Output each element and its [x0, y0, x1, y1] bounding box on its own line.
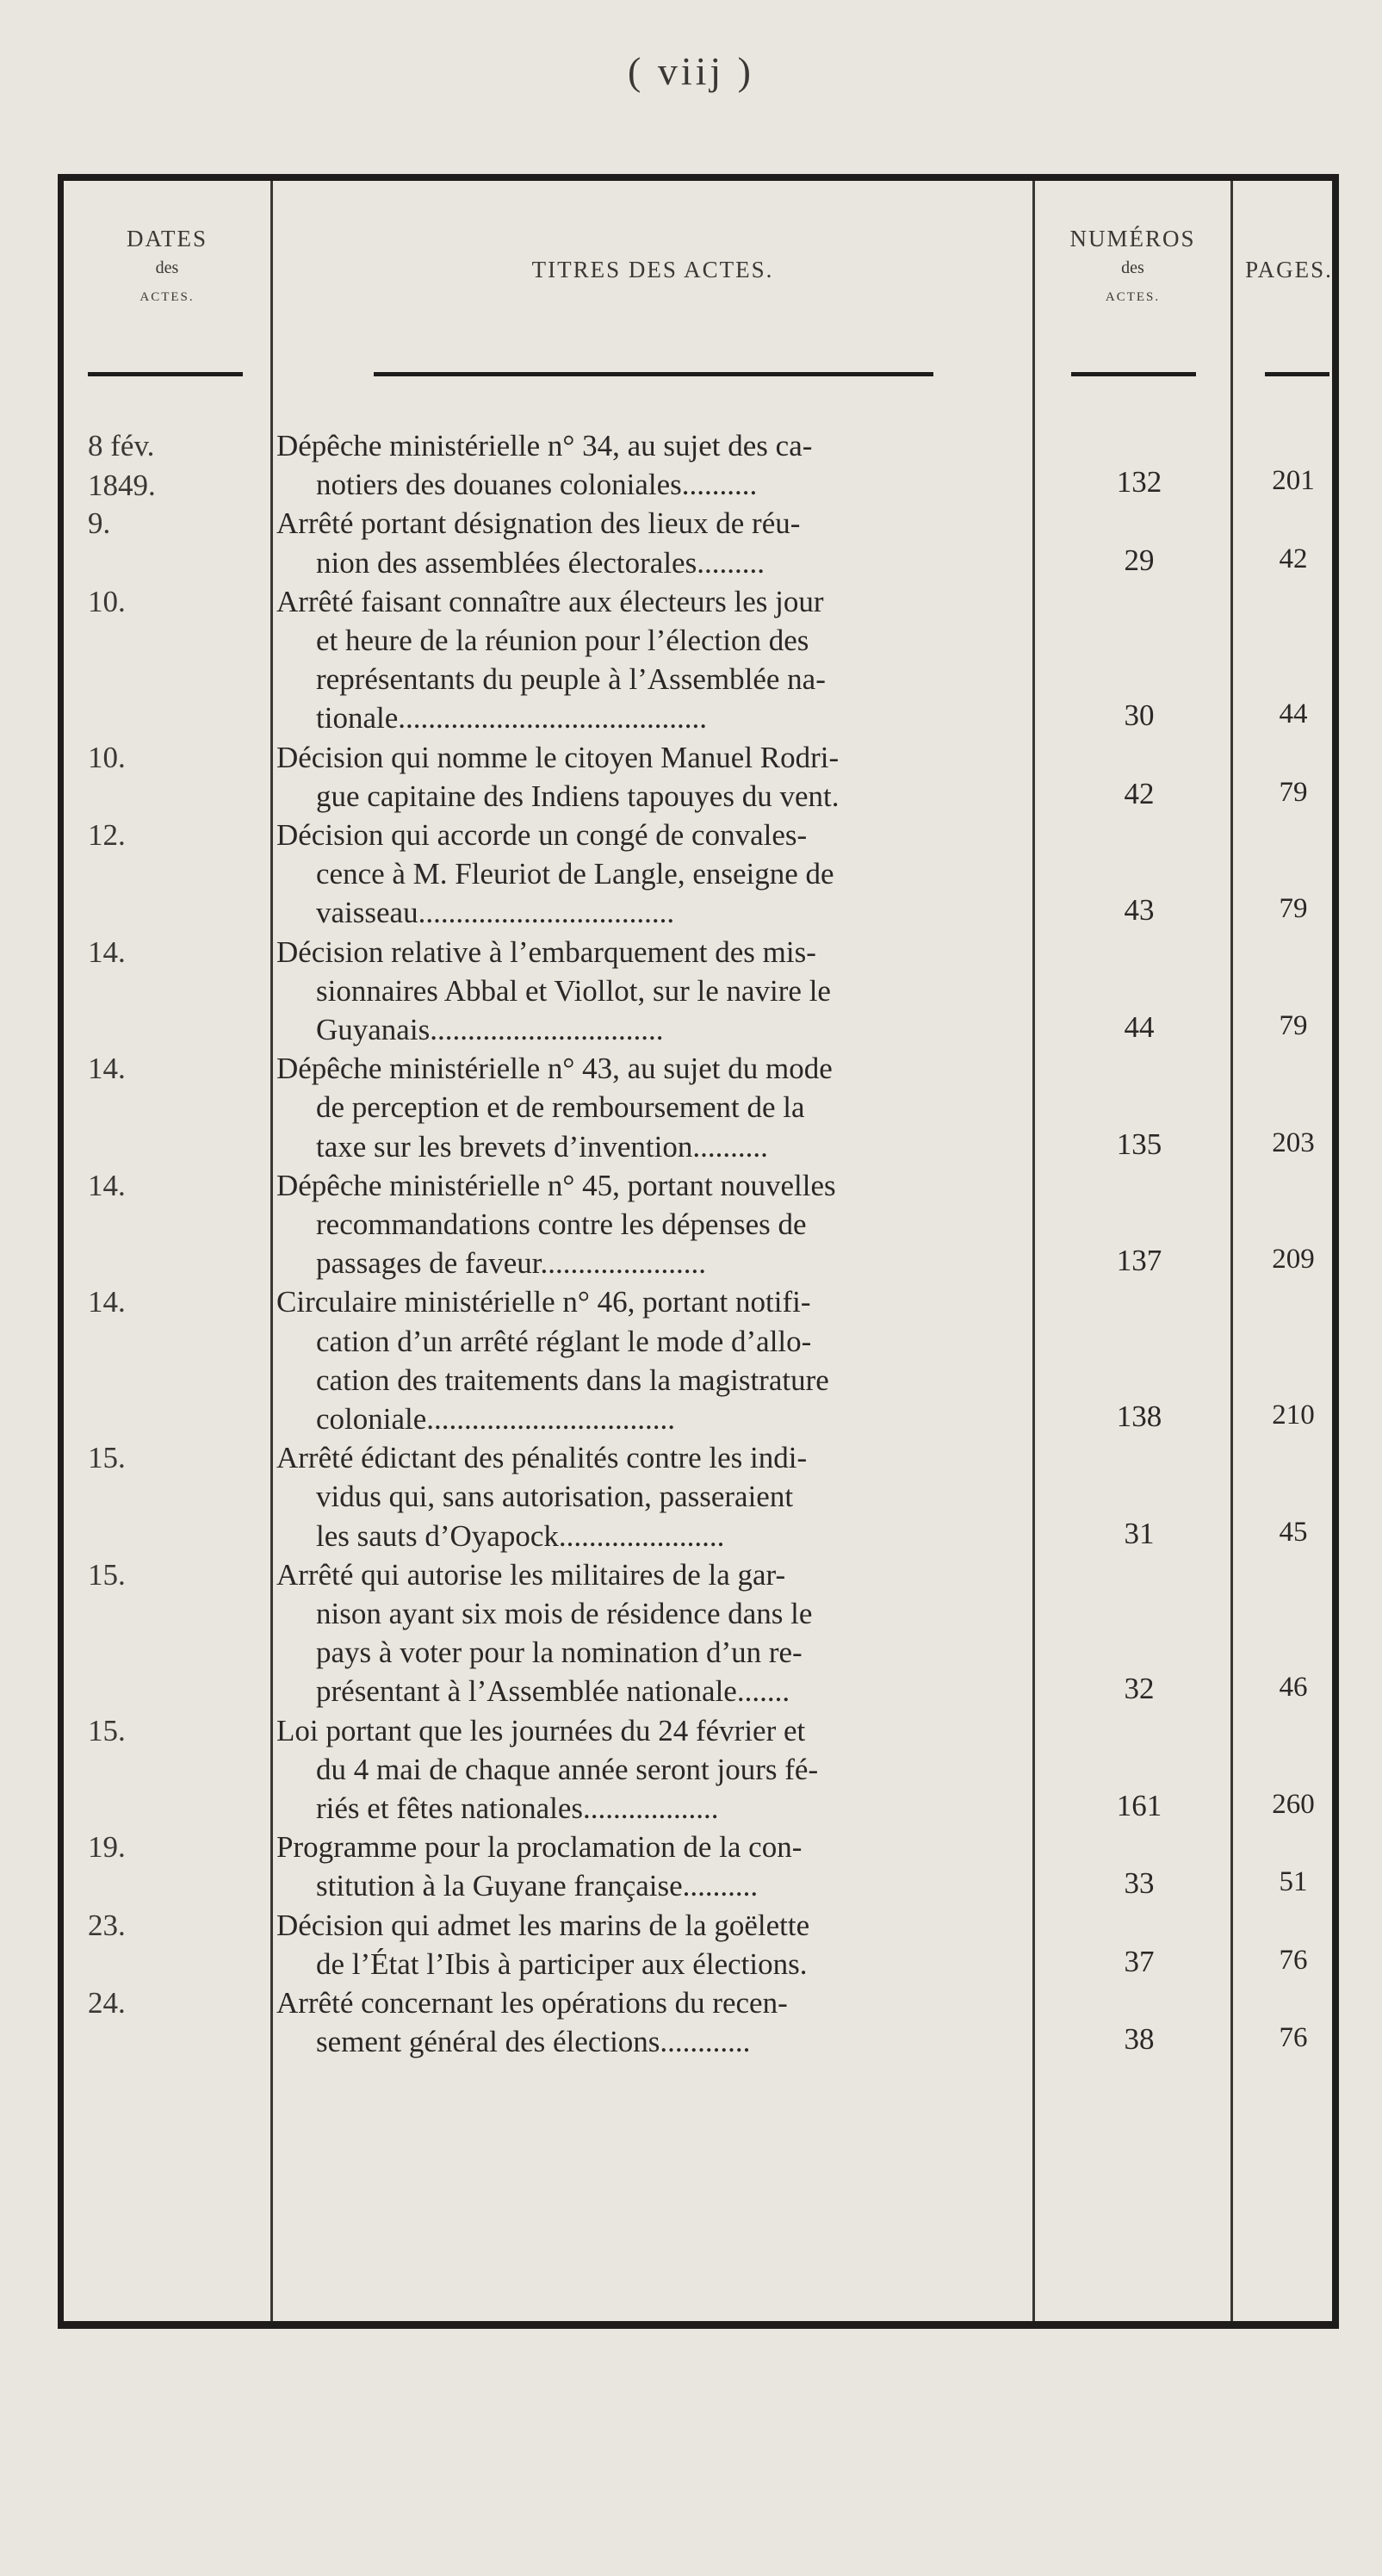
header-dates-line1: DATES: [126, 226, 208, 251]
row-date-text: 14.: [88, 1168, 126, 1202]
row-date: [88, 1282, 286, 1322]
row-title-line: cation d’un arrêté réglant le mode d’allo-: [316, 1324, 812, 1358]
row-title: [276, 426, 1026, 504]
row-act-number: 132: [1116, 465, 1162, 500]
rule-numbers: [1071, 372, 1196, 376]
row-title-line: Décision qui accorde un congé de convales-: [276, 818, 808, 852]
row-date-text: 14.: [88, 1285, 126, 1319]
table-row: [64, 738, 1332, 816]
row-date-text: 8 fév.: [88, 429, 155, 462]
row-title-line: Arrêté qui autorise les militaires de la gar-: [276, 1557, 786, 1592]
row-title-line: Programme pour la proclamation de la con-: [276, 1830, 803, 1865]
row-title-line: sionnaires Abbal et Viollot, sur le navire le: [316, 973, 831, 1008]
row-act-number: 38: [1124, 2022, 1155, 2057]
row-title-line: cence à M. Fleuriot de Langle, enseigne de: [316, 857, 834, 891]
table-row: [64, 1166, 1332, 1283]
row-title: [276, 1049, 1026, 1166]
table-of-acts: [58, 174, 1339, 2329]
row-act-number: 137: [1116, 1244, 1162, 1278]
row-title: [276, 1555, 1026, 1711]
row-title: [276, 1828, 1026, 1905]
row-title-line: Loi portant que les journées du 24 février et: [276, 1713, 806, 1747]
row-act-number: 44: [1124, 1009, 1155, 1044]
row-page-number: 45: [1279, 1516, 1308, 1548]
row-title: [276, 1282, 1026, 1438]
row-date-text: 10.: [88, 740, 126, 774]
header-dates: [64, 224, 270, 312]
row-title: [276, 582, 1026, 738]
row-date: [88, 738, 286, 778]
row-title-line: Décision qui nomme le citoyen Manuel Rodri-: [276, 740, 840, 774]
row-page-number: 79: [1279, 776, 1308, 808]
row-page-number: 201: [1272, 465, 1315, 497]
row-title-line: Dépêche ministérielle n° 34, au sujet des ca-: [276, 429, 813, 462]
row-act-number: 33: [1124, 1866, 1155, 1901]
row-act-number: 30: [1124, 698, 1155, 733]
row-date: [88, 426, 286, 506]
row-date: [88, 1983, 286, 2023]
row-date: [88, 1711, 286, 1751]
row-title-line: pays à voter pour la nomination d’un re-: [316, 1636, 803, 1670]
row-page-number: 76: [1279, 1944, 1308, 1976]
row-title-line: de perception et de remboursement de la: [316, 1090, 805, 1125]
header-numbers: [1035, 224, 1230, 312]
row-title-line: vaisseau..................................: [316, 896, 675, 930]
row-page-number: 44: [1279, 698, 1308, 730]
rule-dates: [88, 372, 243, 376]
row-date: [88, 504, 286, 543]
row-date: [88, 1049, 286, 1089]
row-title-line: nison ayant six mois de résidence dans le: [316, 1597, 813, 1630]
table-row: [64, 1983, 1332, 2061]
row-page-number: 260: [1272, 1788, 1315, 1820]
rule-pages: [1265, 372, 1329, 376]
row-page-number: 209: [1272, 1244, 1315, 1276]
row-title-line: et heure de la réunion pour l’élection des: [316, 624, 809, 657]
row-page-number: 42: [1279, 543, 1308, 574]
row-date-text: 19.: [88, 1830, 126, 1865]
row-title-line: notiers des douanes coloniales..........: [316, 468, 758, 502]
header-titles: [273, 255, 1032, 284]
row-act-number: 32: [1124, 1672, 1155, 1706]
page-number-header: ( viij ): [628, 49, 754, 93]
row-title-line: Dépêche ministérielle n° 45, portant nouvelles: [276, 1168, 836, 1202]
header-numbers-line3: ACTES.: [1105, 290, 1161, 304]
row-title-line: Guyanais...............................: [316, 1013, 664, 1046]
row-date: [88, 1555, 286, 1595]
row-title-line: Dépêche ministérielle n° 43, au sujet du mode: [276, 1052, 833, 1086]
row-title-line: gue capitaine des Indiens tapouyes du vent.: [316, 779, 840, 813]
row-title-line: Arrêté concernant les opérations du recen-: [276, 1986, 788, 2020]
row-title-line: de l’État l’Ibis à participer aux élections.: [316, 1946, 808, 1981]
header-titles-text: TITRES DES ACTES.: [531, 257, 774, 282]
table-row: [64, 1282, 1332, 1438]
row-title-line: représentants du peuple à l’Assemblée na-: [316, 662, 826, 697]
row-title-line: taxe sur les brevets d’invention..........: [316, 1129, 768, 1164]
row-title-line: Décision qui admet les marins de la goëlette: [276, 1908, 810, 1942]
row-date-text: 10.: [88, 584, 126, 618]
row-date-year: 1849.: [88, 469, 156, 502]
row-act-number: 29: [1124, 543, 1155, 577]
row-title: [276, 1166, 1026, 1283]
row-date-text: 23.: [88, 1908, 126, 1942]
table-row: [64, 1555, 1332, 1711]
row-title-line: cation des traitements dans la magistrature: [316, 1362, 829, 1397]
header-dates-line2: des: [155, 258, 179, 277]
row-date: [88, 1906, 286, 1946]
header-numbers-line2: des: [1121, 258, 1144, 277]
row-page-number: 210: [1272, 1399, 1315, 1431]
row-date-text: 9.: [88, 506, 111, 541]
row-page-number: 51: [1279, 1866, 1308, 1898]
table-row: [64, 1049, 1332, 1166]
row-title: [276, 504, 1026, 581]
row-title-line: Circulaire ministérielle n° 46, portant notifi-: [276, 1285, 811, 1319]
row-title: [276, 816, 1026, 933]
row-title-line: riés et fêtes nationales..................: [316, 1791, 719, 1825]
table-row: [64, 1438, 1332, 1555]
row-date-text: 15.: [88, 1713, 126, 1747]
row-page-number: 46: [1279, 1672, 1308, 1704]
header-numbers-line1: NUMÉROS: [1069, 226, 1196, 251]
row-title: [276, 1906, 1026, 1983]
row-act-number: 37: [1124, 1944, 1155, 1978]
row-title-line: recommandations contre les dépenses de: [316, 1207, 807, 1241]
row-title-line: Arrêté édictant des pénalités contre les indi-: [276, 1441, 808, 1475]
header-dates-line3: ACTES.: [139, 290, 195, 304]
row-title: [276, 1711, 1026, 1828]
row-page-number: 76: [1279, 2022, 1308, 2054]
table-row: [64, 1828, 1332, 1905]
row-act-number: 31: [1124, 1516, 1155, 1550]
row-date: [88, 933, 286, 972]
row-page-number: 203: [1272, 1127, 1315, 1158]
row-title-line: les sauts d’Oyapock......................: [316, 1518, 725, 1553]
row-date: [88, 816, 286, 855]
row-date-text: 24.: [88, 1986, 126, 2020]
row-title-line: passages de faveur......................: [316, 1246, 706, 1281]
row-title: [276, 933, 1026, 1050]
row-title: [276, 1983, 1026, 2061]
header-pages-text: PAGES.: [1245, 257, 1333, 282]
table-row: [64, 1906, 1332, 1983]
row-date: [88, 1438, 286, 1478]
row-date-text: 15.: [88, 1557, 126, 1592]
table-row: [64, 816, 1332, 933]
table-row: [64, 504, 1332, 581]
row-title: [276, 738, 1026, 816]
row-date-text: 14.: [88, 1052, 126, 1086]
row-title: [276, 1438, 1026, 1555]
row-title-line: du 4 mai de chaque année seront jours fé-: [316, 1752, 819, 1786]
row-title-line: sement général des élections............: [316, 2025, 751, 2059]
row-act-number: 135: [1116, 1127, 1162, 1161]
row-title-line: présentant à l’Assemblée nationale.......: [316, 1674, 790, 1709]
row-date-text: 12.: [88, 818, 126, 852]
row-act-number: 43: [1124, 893, 1155, 928]
row-title-line: tionale.........................................: [316, 701, 707, 736]
row-title-line: Arrêté portant désignation des lieux de réu-: [276, 506, 801, 541]
row-title-line: Décision relative à l’embarquement des mis-: [276, 934, 816, 969]
table-row: [64, 426, 1332, 504]
row-date-text: 14.: [88, 934, 126, 969]
row-date-text: 15.: [88, 1441, 126, 1475]
row-page-number: 79: [1279, 893, 1308, 925]
row-page-number: 79: [1279, 1009, 1308, 1041]
header-pages: [1233, 255, 1345, 284]
table-row: [64, 582, 1332, 738]
rule-titles: [374, 372, 933, 376]
row-act-number: 138: [1116, 1399, 1162, 1433]
table-row: [64, 1711, 1332, 1828]
row-title-line: Arrêté faisant connaître aux électeurs les jour: [276, 584, 824, 618]
row-date: [88, 1828, 286, 1867]
table-row: [64, 933, 1332, 1050]
row-title-line: stitution à la Guyane française..........: [316, 1869, 759, 1903]
row-date: [88, 582, 286, 622]
row-title-line: vidus qui, sans autorisation, passeraient: [316, 1480, 794, 1514]
row-act-number: 161: [1116, 1788, 1162, 1822]
row-title-line: nion des assemblées électorales.........: [316, 545, 765, 580]
row-act-number: 42: [1124, 776, 1155, 810]
row-title-line: coloniale.................................: [316, 1402, 676, 1436]
row-date: [88, 1166, 286, 1206]
